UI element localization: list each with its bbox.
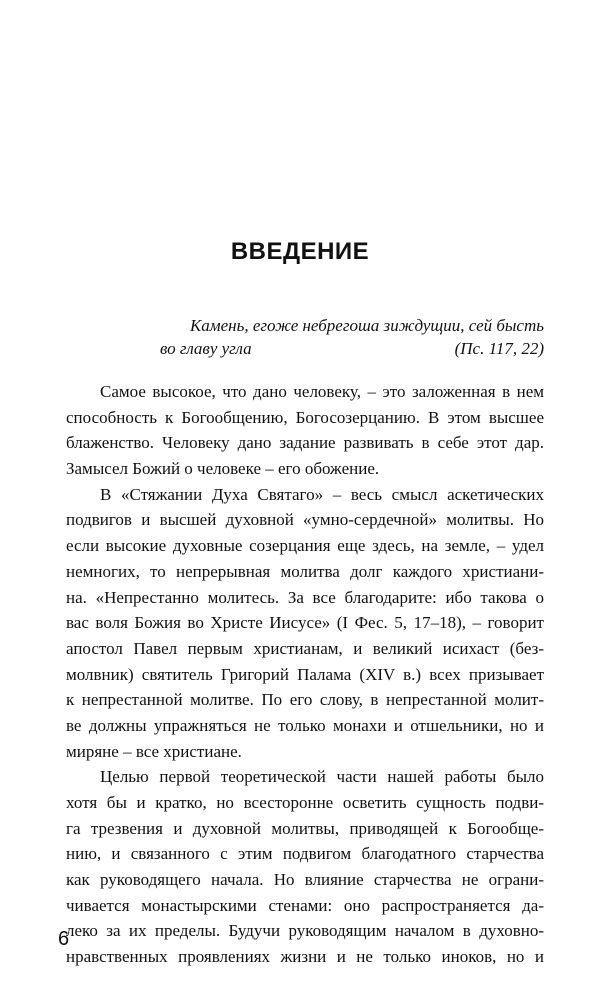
- paragraph: [66, 379, 544, 482]
- text-line: к непрестанной молитве. По его слову, в непрестанной молит-: [66, 690, 544, 710]
- text-line: га трезвения и духовной молитвы, приводящей к Богообще-: [66, 818, 544, 838]
- text-line: молвник) святитель Григорий Палама (XIV в.) всех призывает: [66, 664, 544, 684]
- epigraph-line: Камень, егоже небрегоша зиждущии, сей бысть: [190, 316, 544, 335]
- text-line: блаженство. Человеку дано задание развивать в себе этот дар.: [66, 433, 544, 453]
- text-line: подвигов и высшей духовной «умно-сердечной» молитвы. Но: [66, 510, 544, 530]
- epigraph-line: [160, 337, 544, 360]
- text-line: немногих, то непрерывная молитва долг каждого христиани-: [66, 561, 544, 581]
- text-line: как руководящего начала. Но влияние старчества не ограни-: [66, 870, 544, 890]
- text-line: способность к Богообщению, Богосозерцанию. В этом высшее: [66, 407, 544, 427]
- text-line: Самое высокое, что дано человеку, – это заложенная в нем: [100, 382, 544, 401]
- text-line: нравственных проявлениях жизни и не только иноков, но и: [66, 947, 544, 967]
- text-line: Целью первой теоретической части нашей работы было: [100, 767, 544, 787]
- text-line: на. «Непрестанно молитесь. За все благодарите: ибо такова о: [66, 587, 544, 607]
- text-line: если высокие духовные созерцания еще здесь, на земле, – удел: [66, 536, 544, 556]
- chapter-heading: ВВЕДЕНИЕ: [230, 238, 370, 265]
- paragraph: [66, 764, 544, 970]
- epigraph: [160, 314, 544, 360]
- text-line: ве должны упражняться не только монахи и отшельники, но и: [66, 715, 544, 735]
- text-line: вас воля Божия во Христе Иисусе» (I Фес. 5, 17–18), – говорит: [66, 613, 544, 633]
- text-line: хотя бы и кратко, но всесторонне осветить сущность подви-: [66, 793, 544, 812]
- text-line: нию, и связанного с этим подвигом благодатного старчества: [66, 844, 544, 864]
- epigraph-text: во главу угла: [160, 339, 252, 358]
- text-line: Замысел Божий о человеке – его обожение.: [66, 459, 380, 479]
- paragraph: [66, 482, 544, 765]
- body-text: [66, 379, 544, 970]
- text-line: леко за их пределы. Будучи руководящим началом в духовно-: [66, 921, 544, 941]
- text-line: миряне – все христиане.: [66, 741, 242, 761]
- text-line: чивается монастырскими стенами: оно распространяется да-: [66, 895, 544, 915]
- page-number: 6: [58, 928, 70, 950]
- epigraph-reference: (Пс. 117, 22): [454, 339, 544, 358]
- text-line: апостол Павел первым христианам, и великий исихаст (без-: [66, 638, 544, 658]
- text-line: В «Стяжании Духа Святаго» – весь смысл аскетических: [100, 484, 544, 504]
